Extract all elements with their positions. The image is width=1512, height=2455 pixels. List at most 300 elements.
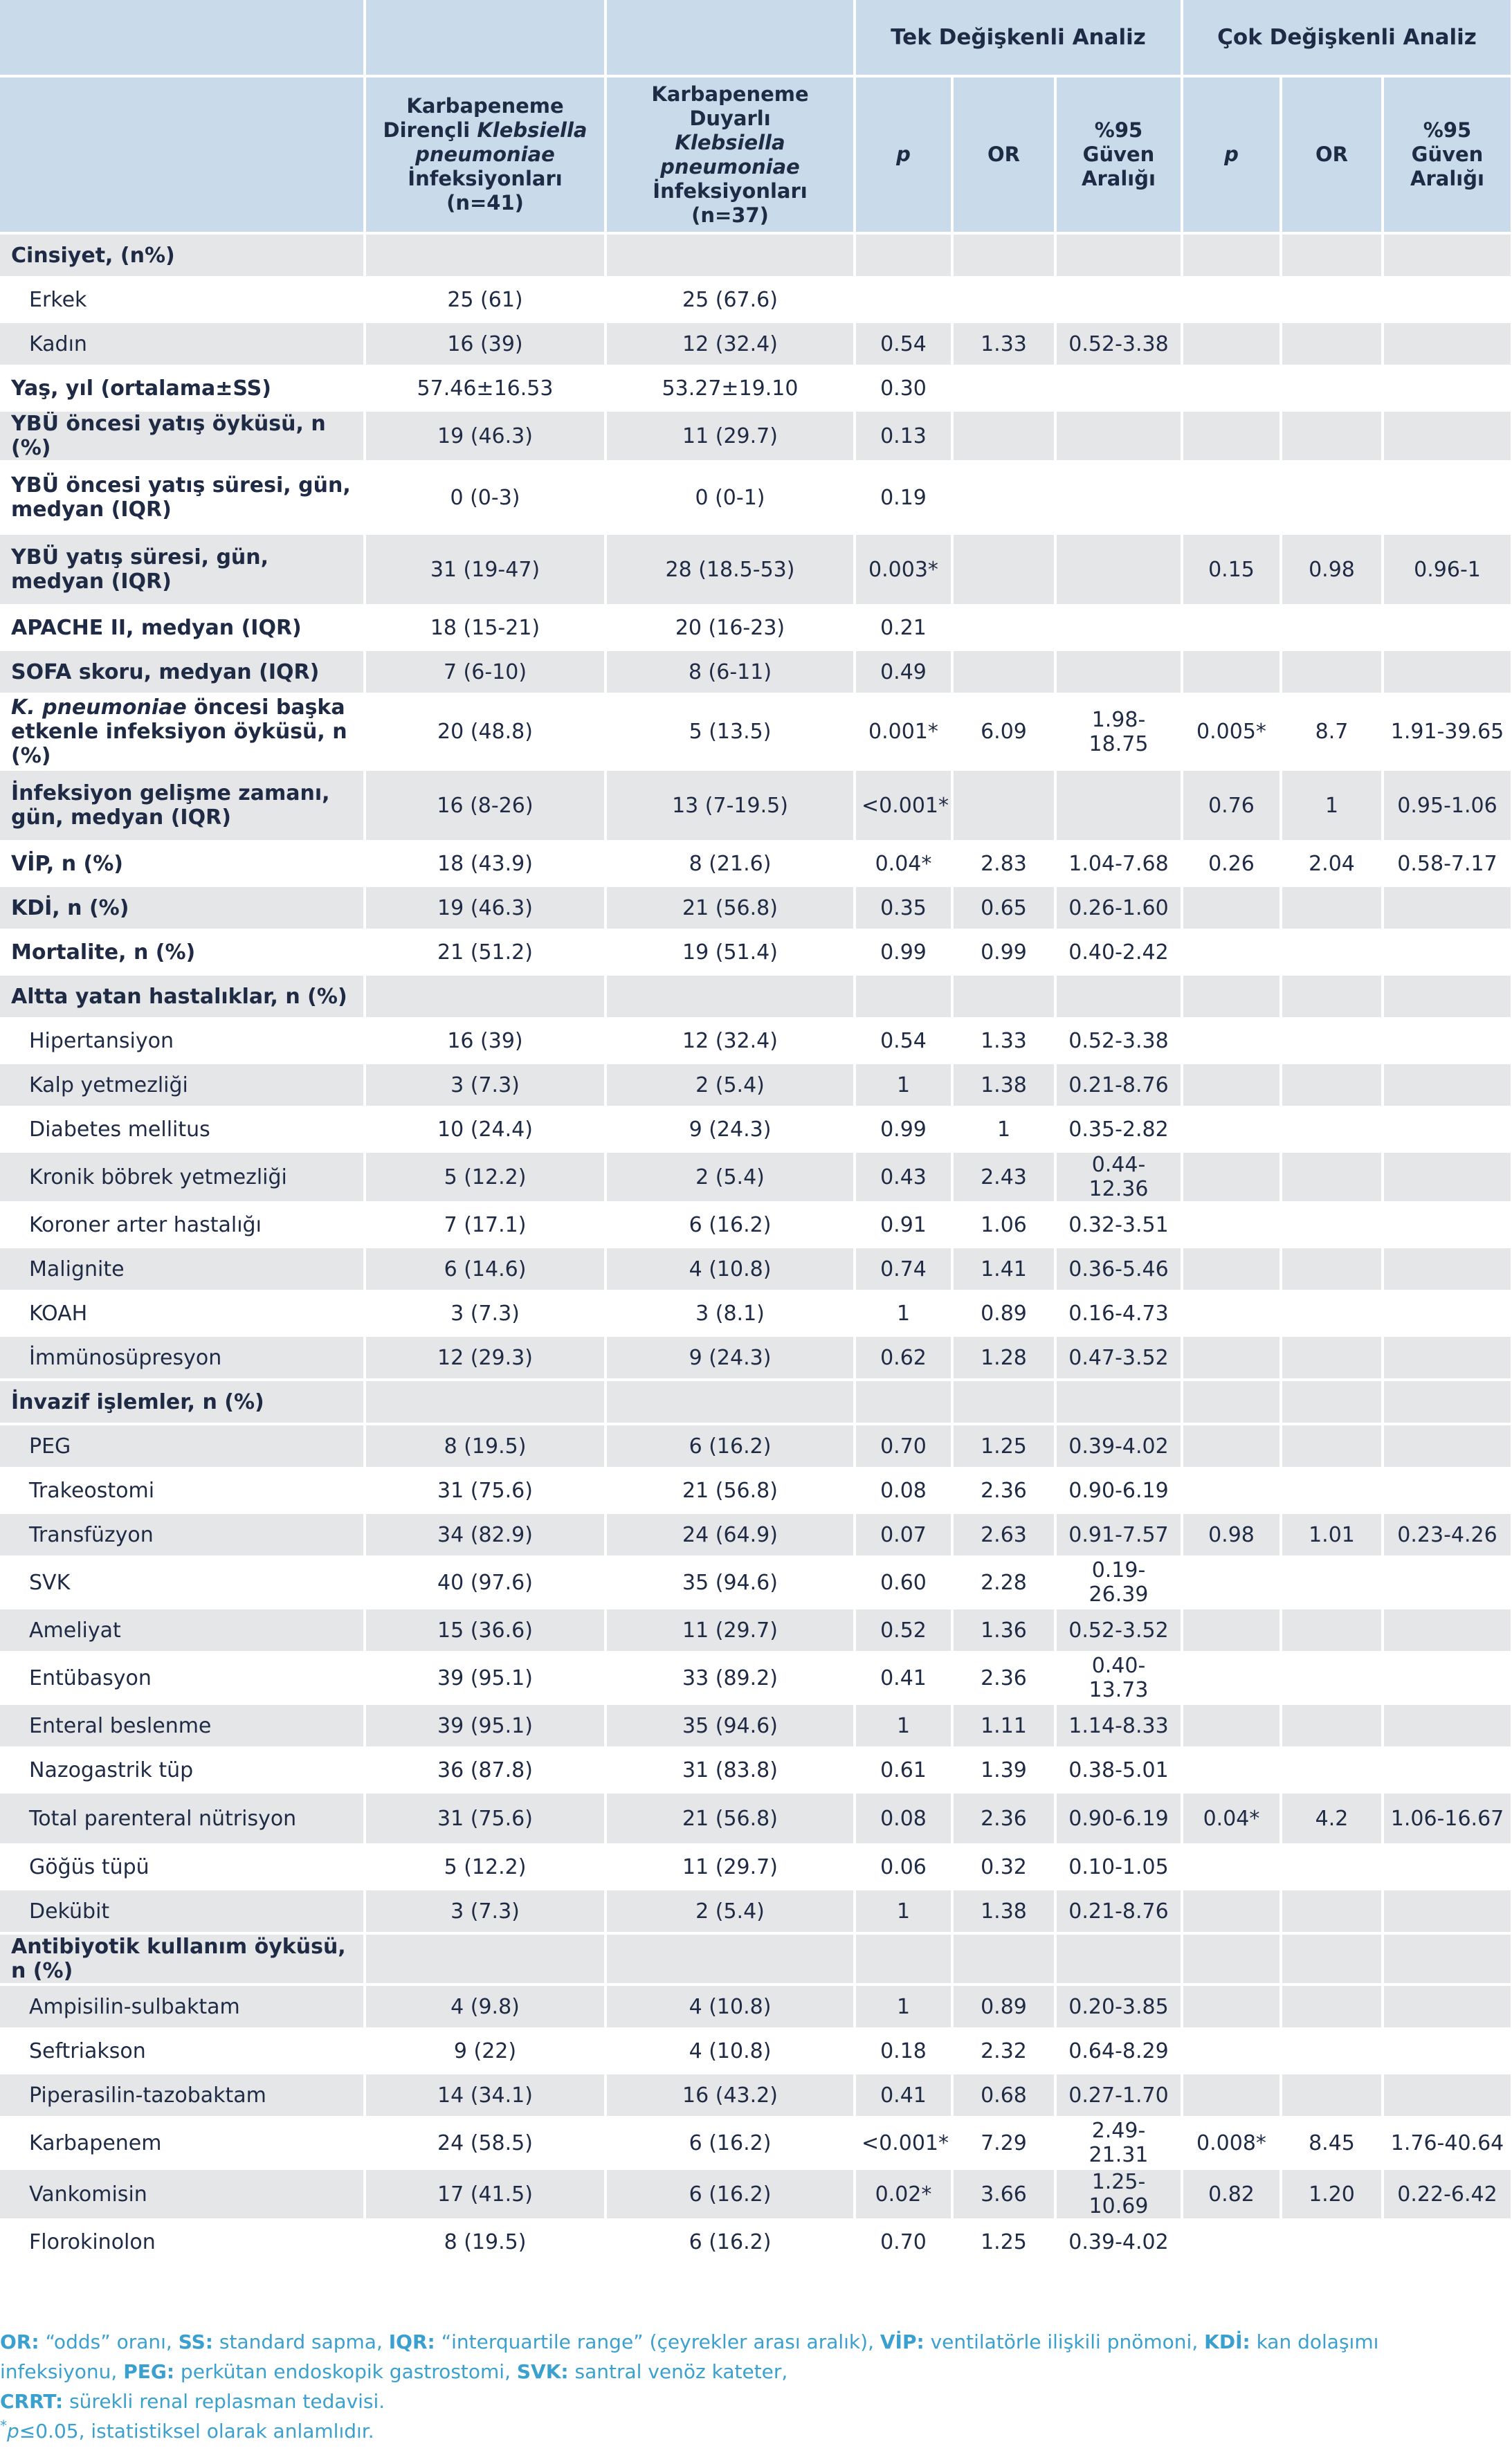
uni-p-value: 0.06 [855, 1845, 952, 1889]
row-label: PEG [0, 1424, 365, 1468]
resistant-value: 16 (8-26) [365, 769, 605, 841]
resistant-value: 15 (36.6) [365, 1608, 605, 1652]
resistant-value: 8 (19.5) [365, 1424, 605, 1468]
multi-or-value [1281, 1151, 1383, 1203]
susceptible-value: 35 (94.6) [605, 1557, 855, 1608]
header-empty-cell [605, 0, 855, 76]
susceptible-value: 6 (16.2) [605, 2117, 855, 2169]
table-row [0, 2029, 1512, 2073]
resistant-value [365, 974, 605, 1019]
multi-or-value: 1.01 [1281, 1513, 1383, 1557]
uni-p-value: 1 [855, 1291, 952, 1335]
uni-ci-value: 0.40-2.42 [1055, 930, 1182, 974]
uni-or-value [952, 366, 1055, 410]
resistant-value: 12 (29.3) [365, 1335, 605, 1380]
table-row [0, 462, 1512, 533]
table-row [0, 1247, 1512, 1291]
uni-ci-value [1055, 650, 1182, 694]
uni-or-value: 1.36 [952, 1608, 1055, 1652]
table-row [0, 1984, 1512, 2029]
multi-p-value: 0.82 [1182, 2169, 1281, 2220]
uni-p-value [855, 277, 952, 322]
uni-ci-value: 0.40-13.73 [1055, 1652, 1182, 1704]
row-label: Kadın [0, 322, 365, 366]
multi-p-value: 0.98 [1182, 1513, 1281, 1557]
uni-ci-value [1055, 277, 1182, 322]
row-label: Malignite [0, 1247, 365, 1291]
resistant-value: 4 (9.8) [365, 1984, 605, 2029]
multi-p-value [1182, 1151, 1281, 1203]
note-svk-key: SVK: [516, 2360, 569, 2383]
uni-p-value: 1 [855, 1063, 952, 1107]
uni-or-value [952, 533, 1055, 605]
row-label: Mortalite, n (%) [0, 930, 365, 974]
table-row [0, 322, 1512, 366]
uni-or-value: 0.89 [952, 1291, 1055, 1335]
uni-or-value [952, 1380, 1055, 1424]
uni-or-value: 2.36 [952, 1792, 1055, 1845]
multi-or-value [1281, 886, 1383, 930]
multi-or-value [1281, 1468, 1383, 1513]
row-label: Karbapenem [0, 2117, 365, 2169]
multi-or-value [1281, 1203, 1383, 1247]
table-row [0, 1748, 1512, 1792]
note-or-text: “odds” oranı, [39, 2330, 179, 2353]
susceptible-value: 2 (5.4) [605, 1889, 855, 1933]
footnotes [0, 2327, 1495, 2446]
resistant-value: 20 (48.8) [365, 694, 605, 769]
resistant-value: 5 (12.2) [365, 1845, 605, 1889]
row-label: Kronik böbrek yetmezliği [0, 1151, 365, 1203]
uni-ci-value: 0.27-1.70 [1055, 2073, 1182, 2117]
table-row [0, 886, 1512, 930]
uni-or-value: 2.43 [952, 1151, 1055, 1203]
susceptible-value: 20 (16-23) [605, 605, 855, 650]
uni-ci-value: 0.21-8.76 [1055, 1889, 1182, 1933]
row-label: Trakeostomi [0, 1468, 365, 1513]
multi-or-value [1281, 1933, 1383, 1984]
row-label: İmmünosüpresyon [0, 1335, 365, 1380]
row-label: SVK [0, 1557, 365, 1608]
multi-p-value [1182, 1652, 1281, 1704]
uni-p-value: 0.99 [855, 930, 952, 974]
uni-ci-value: 0.32-3.51 [1055, 1203, 1182, 1247]
section-row [0, 1380, 1512, 1424]
uni-p-value: 0.52 [855, 1608, 952, 1652]
uni-ci-value: 0.38-5.01 [1055, 1748, 1182, 1792]
uni-or-value: 1.06 [952, 1203, 1055, 1247]
uni-p-value: 0.001* [855, 694, 952, 769]
susceptible-value [605, 974, 855, 1019]
resistant-value: 24 (58.5) [365, 2117, 605, 2169]
row-label: Koroner arter hastalığı [0, 1203, 365, 1247]
multi-ci-value: 0.96-1 [1383, 533, 1512, 605]
uni-p-value: 0.54 [855, 322, 952, 366]
resistant-value: 19 (46.3) [365, 886, 605, 930]
multi-or-value [1281, 605, 1383, 650]
multi-ci-value [1383, 2220, 1512, 2264]
resistant-value [365, 1380, 605, 1424]
multi-p-value [1182, 650, 1281, 694]
uni-or-value: 2.36 [952, 1652, 1055, 1704]
multi-ci-value: 0.95-1.06 [1383, 769, 1512, 841]
multi-p-value [1182, 886, 1281, 930]
row-label: Erkek [0, 277, 365, 322]
resistant-value [365, 1933, 605, 1984]
resistant-value: 3 (7.3) [365, 1889, 605, 1933]
multi-p-value [1182, 1557, 1281, 1608]
uni-ci-value: 0.52-3.38 [1055, 322, 1182, 366]
row-label: İnfeksiyon gelişme zamanı, gün, medyan (IQR) [0, 769, 365, 841]
multi-ci-value: 0.58-7.17 [1383, 841, 1512, 886]
susceptible-value [605, 1380, 855, 1424]
multi-p-value [1182, 2029, 1281, 2073]
uni-ci-value: 0.64-8.29 [1055, 2029, 1182, 2073]
uni-p-value [855, 233, 952, 277]
resistant-value: 25 (61) [365, 277, 605, 322]
multi-or-value [1281, 1704, 1383, 1748]
header-susceptible-line4: (n=37) [691, 203, 769, 227]
row-label [0, 694, 365, 769]
uni-ci-value [1055, 233, 1182, 277]
table-row [0, 277, 1512, 322]
uni-p-value: 0.91 [855, 1203, 952, 1247]
susceptible-value: 31 (83.8) [605, 1748, 855, 1792]
multi-or-value [1281, 1291, 1383, 1335]
multi-ci-value [1383, 1608, 1512, 1652]
uni-p-value: 1 [855, 1889, 952, 1933]
susceptible-value: 2 (5.4) [605, 1151, 855, 1203]
row-label: APACHE II, medyan (IQR) [0, 605, 365, 650]
uni-or-value [952, 974, 1055, 1019]
uni-p-value: 0.41 [855, 2073, 952, 2117]
susceptible-value: 13 (7-19.5) [605, 769, 855, 841]
uni-or-value: 2.28 [952, 1557, 1055, 1608]
multi-or-value [1281, 1608, 1383, 1652]
header-resistant [365, 76, 605, 233]
multi-p-value [1182, 974, 1281, 1019]
resistant-value: 31 (19-47) [365, 533, 605, 605]
note-or-key: OR: [0, 2330, 39, 2353]
susceptible-value [605, 233, 855, 277]
uni-p-value: 0.02* [855, 2169, 952, 2220]
uni-p-value [855, 1380, 952, 1424]
table-row [0, 605, 1512, 650]
species-italic: K. pneumoniae [11, 695, 187, 720]
header-group-row [0, 0, 1512, 76]
uni-ci-value: 1.98-18.75 [1055, 694, 1182, 769]
table-row [0, 1513, 1512, 1557]
multi-or-value [1281, 1845, 1383, 1889]
multi-or-value: 8.7 [1281, 694, 1383, 769]
uni-or-value: 1.33 [952, 1019, 1055, 1063]
resistant-value: 31 (75.6) [365, 1468, 605, 1513]
susceptible-value: 25 (67.6) [605, 277, 855, 322]
header-multi-ci-line2: Güven [1411, 143, 1484, 166]
multi-ci-value [1383, 233, 1512, 277]
resistant-value: 21 (51.2) [365, 930, 605, 974]
header-multi-p: p [1182, 76, 1281, 233]
resistant-value: 14 (34.1) [365, 2073, 605, 2117]
uni-or-value: 1.41 [952, 1247, 1055, 1291]
multi-or-value [1281, 366, 1383, 410]
resistant-value: 36 (87.8) [365, 1748, 605, 1792]
uni-p-value: 0.21 [855, 605, 952, 650]
resistant-value: 3 (7.3) [365, 1063, 605, 1107]
resistant-value: 9 (22) [365, 2029, 605, 2073]
multi-ci-value [1383, 2073, 1512, 2117]
resistant-value: 16 (39) [365, 1019, 605, 1063]
table-row [0, 2169, 1512, 2220]
table-row [0, 650, 1512, 694]
multi-or-value [1281, 277, 1383, 322]
uni-ci-value [1055, 1933, 1182, 1984]
uni-or-value: 2.63 [952, 1513, 1055, 1557]
multi-or-value [1281, 2073, 1383, 2117]
resistant-value [365, 233, 605, 277]
resistant-value: 16 (39) [365, 322, 605, 366]
uni-ci-value: 0.44-12.36 [1055, 1151, 1182, 1203]
resistant-value: 10 (24.4) [365, 1107, 605, 1151]
uni-or-value: 1.11 [952, 1704, 1055, 1748]
multi-ci-value [1383, 930, 1512, 974]
table-row [0, 1652, 1512, 1704]
susceptible-value: 5 (13.5) [605, 694, 855, 769]
multi-p-value [1182, 1748, 1281, 1792]
uni-ci-value: 0.39-4.02 [1055, 2220, 1182, 2264]
note-vip-text: ventilatörle ilişkili pnömoni, [924, 2330, 1205, 2353]
susceptible-value: 9 (24.3) [605, 1107, 855, 1151]
uni-ci-value: 0.26-1.60 [1055, 886, 1182, 930]
multi-or-value [1281, 650, 1383, 694]
uni-p-value: 0.35 [855, 886, 952, 930]
uni-p-value: 0.43 [855, 1151, 952, 1203]
multi-p-value [1182, 277, 1281, 322]
uni-p-value: 0.60 [855, 1557, 952, 1608]
susceptible-value: 4 (10.8) [605, 2029, 855, 2073]
table-row [0, 841, 1512, 886]
row-label: SOFA skoru, medyan (IQR) [0, 650, 365, 694]
uni-or-value: 3.66 [952, 2169, 1055, 2220]
table-row [0, 1203, 1512, 1247]
header-multi-ci [1383, 76, 1512, 233]
header-resistant-line3: Klebsiella [477, 118, 588, 142]
table-row [0, 1845, 1512, 1889]
header-column-row [0, 76, 1512, 233]
multi-ci-value: 1.91-39.65 [1383, 694, 1512, 769]
uni-or-value: 0.99 [952, 930, 1055, 974]
multi-p-value [1182, 1291, 1281, 1335]
multi-ci-value [1383, 1652, 1512, 1704]
uni-or-value [952, 605, 1055, 650]
note-kdi-text: kan dolaşımı infeksiyonu, [0, 2330, 1379, 2383]
multi-or-value [1281, 1652, 1383, 1704]
uni-or-value: 7.29 [952, 2117, 1055, 2169]
multi-ci-value [1383, 1468, 1512, 1513]
resistant-value: 18 (15-21) [365, 605, 605, 650]
susceptible-value: 4 (10.8) [605, 1984, 855, 2029]
resistant-value: 31 (75.6) [365, 1792, 605, 1845]
table-row [0, 1608, 1512, 1652]
multi-or-value: 2.04 [1281, 841, 1383, 886]
header-univariate: Tek Değişkenli Analiz [855, 0, 1182, 76]
row-label: Florokinolon [0, 2220, 365, 2264]
multi-or-value [1281, 462, 1383, 533]
uni-ci-value: 0.19-26.39 [1055, 1557, 1182, 1608]
multi-or-value [1281, 1107, 1383, 1151]
note-ss-text: standard sapma, [213, 2330, 389, 2353]
multi-p-value [1182, 322, 1281, 366]
header-resistant-line4: pneumoniae [415, 143, 555, 166]
multi-ci-value: 1.06-16.67 [1383, 1792, 1512, 1845]
table-row [0, 1107, 1512, 1151]
multi-p-value [1182, 2073, 1281, 2117]
uni-or-value: 2.32 [952, 2029, 1055, 2073]
uni-p-value: 0.08 [855, 1792, 952, 1845]
uni-ci-value [1055, 366, 1182, 410]
multi-ci-value [1383, 605, 1512, 650]
uni-or-value: 1.25 [952, 2220, 1055, 2264]
uni-ci-value: 0.39-4.02 [1055, 1424, 1182, 1468]
uni-p-value: 0.13 [855, 410, 952, 462]
multi-ci-value [1383, 1557, 1512, 1608]
multi-ci-value [1383, 974, 1512, 1019]
susceptible-value: 19 (51.4) [605, 930, 855, 974]
susceptible-value: 21 (56.8) [605, 886, 855, 930]
table-row [0, 769, 1512, 841]
multi-p-value [1182, 1203, 1281, 1247]
multi-p-value [1182, 2220, 1281, 2264]
multi-p-value: 0.26 [1182, 841, 1281, 886]
uni-p-value: 0.70 [855, 2220, 952, 2264]
header-susceptible-line1: Karbapeneme Duyarlı [651, 82, 809, 130]
uni-or-value [952, 1933, 1055, 1984]
multi-p-value: 0.008* [1182, 2117, 1281, 2169]
uni-p-value: 0.003* [855, 533, 952, 605]
uni-p-value: 0.04* [855, 841, 952, 886]
uni-p-value: 0.54 [855, 1019, 952, 1063]
resistant-value: 17 (41.5) [365, 2169, 605, 2220]
susceptible-value: 12 (32.4) [605, 322, 855, 366]
resistant-value: 0 (0-3) [365, 462, 605, 533]
row-label: Piperasilin-tazobaktam [0, 2073, 365, 2117]
susceptible-value: 11 (29.7) [605, 1845, 855, 1889]
uni-or-value: 0.89 [952, 1984, 1055, 2029]
section-row [0, 1933, 1512, 1984]
uni-ci-value: 1.04-7.68 [1055, 841, 1182, 886]
row-label: YBÜ yatış süresi, gün, medyan (IQR) [0, 533, 365, 605]
uni-p-value: 0.61 [855, 1748, 952, 1792]
multi-ci-value [1383, 1203, 1512, 1247]
uni-ci-value: 0.90-6.19 [1055, 1792, 1182, 1845]
uni-or-value: 0.65 [952, 886, 1055, 930]
multi-p-value [1182, 1984, 1281, 2029]
uni-or-value: 1.38 [952, 1889, 1055, 1933]
multi-or-value [1281, 1557, 1383, 1608]
header-multi-ci-line3: Aralığı [1410, 167, 1484, 190]
uni-p-value: <0.001* [855, 2117, 952, 2169]
section-label: Antibiyotik kullanım öyküsü, n (%) [0, 1933, 365, 1984]
uni-ci-value: 0.16-4.73 [1055, 1291, 1182, 1335]
multi-or-value: 0.98 [1281, 533, 1383, 605]
multi-p-value: 0.005* [1182, 694, 1281, 769]
multi-p-value [1182, 1247, 1281, 1291]
uni-ci-value [1055, 974, 1182, 1019]
susceptible-value: 35 (94.6) [605, 1704, 855, 1748]
uni-ci-value: 0.90-6.19 [1055, 1468, 1182, 1513]
multi-p-value [1182, 462, 1281, 533]
multi-p-value [1182, 1019, 1281, 1063]
uni-or-value: 1.28 [952, 1335, 1055, 1380]
uni-p-value: 1 [855, 1984, 952, 2029]
multi-ci-value [1383, 410, 1512, 462]
note-peg-text: perkütan endoskopik gastrostomi, [174, 2360, 517, 2383]
susceptible-value: 21 (56.8) [605, 1468, 855, 1513]
uni-p-value [855, 974, 952, 1019]
table-row [0, 1019, 1512, 1063]
multi-ci-value [1383, 1335, 1512, 1380]
header-empty-cell [0, 0, 365, 76]
susceptible-value: 8 (21.6) [605, 841, 855, 886]
susceptible-value: 6 (16.2) [605, 2169, 855, 2220]
uni-p-value: 0.99 [855, 1107, 952, 1151]
resistant-value: 6 (14.6) [365, 1247, 605, 1291]
uni-ci-value: 0.36-5.46 [1055, 1247, 1182, 1291]
table-row [0, 2220, 1512, 2264]
row-label: YBÜ öncesi yatış öyküsü, n (%) [0, 410, 365, 462]
multi-or-value: 1 [1281, 769, 1383, 841]
multi-ci-value [1383, 277, 1512, 322]
susceptible-value: 9 (24.3) [605, 1335, 855, 1380]
section-row [0, 974, 1512, 1019]
table-row [0, 1792, 1512, 1845]
uni-p-value: 1 [855, 1704, 952, 1748]
susceptible-value: 12 (32.4) [605, 1019, 855, 1063]
resistant-value: 57.46±16.53 [365, 366, 605, 410]
row-label: KDİ, n (%) [0, 886, 365, 930]
section-label: Altta yatan hastalıklar, n (%) [0, 974, 365, 1019]
note-crrt-key: CRRT: [0, 2390, 64, 2413]
susceptible-value: 53.27±19.10 [605, 366, 855, 410]
note-p-italic: p [7, 2420, 19, 2443]
resistant-value: 19 (46.3) [365, 410, 605, 462]
row-label: Yaş, yıl (ortalama±SS) [0, 366, 365, 410]
uni-p-value: 0.49 [855, 650, 952, 694]
resistant-value: 40 (97.6) [365, 1557, 605, 1608]
uni-ci-value [1055, 410, 1182, 462]
row-label: Vankomisin [0, 2169, 365, 2220]
susceptible-value: 0 (0-1) [605, 462, 855, 533]
uni-p-value: 0.07 [855, 1513, 952, 1557]
note-significance: p≤0.05, istatistiksel olarak anlamlıdır. [7, 2420, 374, 2443]
multi-p-value [1182, 930, 1281, 974]
resistant-value: 18 (43.9) [365, 841, 605, 886]
uni-p-value: 0.19 [855, 462, 952, 533]
uni-p-value: 0.41 [855, 1652, 952, 1704]
resistant-value: 34 (82.9) [365, 1513, 605, 1557]
multi-ci-value [1383, 1889, 1512, 1933]
header-label-cell [0, 76, 365, 233]
multi-or-value [1281, 1424, 1383, 1468]
row-label: Dekübit [0, 1889, 365, 1933]
multi-p-value [1182, 1933, 1281, 1984]
row-label: Kalp yetmezliği [0, 1063, 365, 1107]
multi-ci-value [1383, 1424, 1512, 1468]
susceptible-value: 21 (56.8) [605, 1792, 855, 1845]
table-row [0, 410, 1512, 462]
multi-ci-value [1383, 1107, 1512, 1151]
resistant-value: 7 (17.1) [365, 1203, 605, 1247]
